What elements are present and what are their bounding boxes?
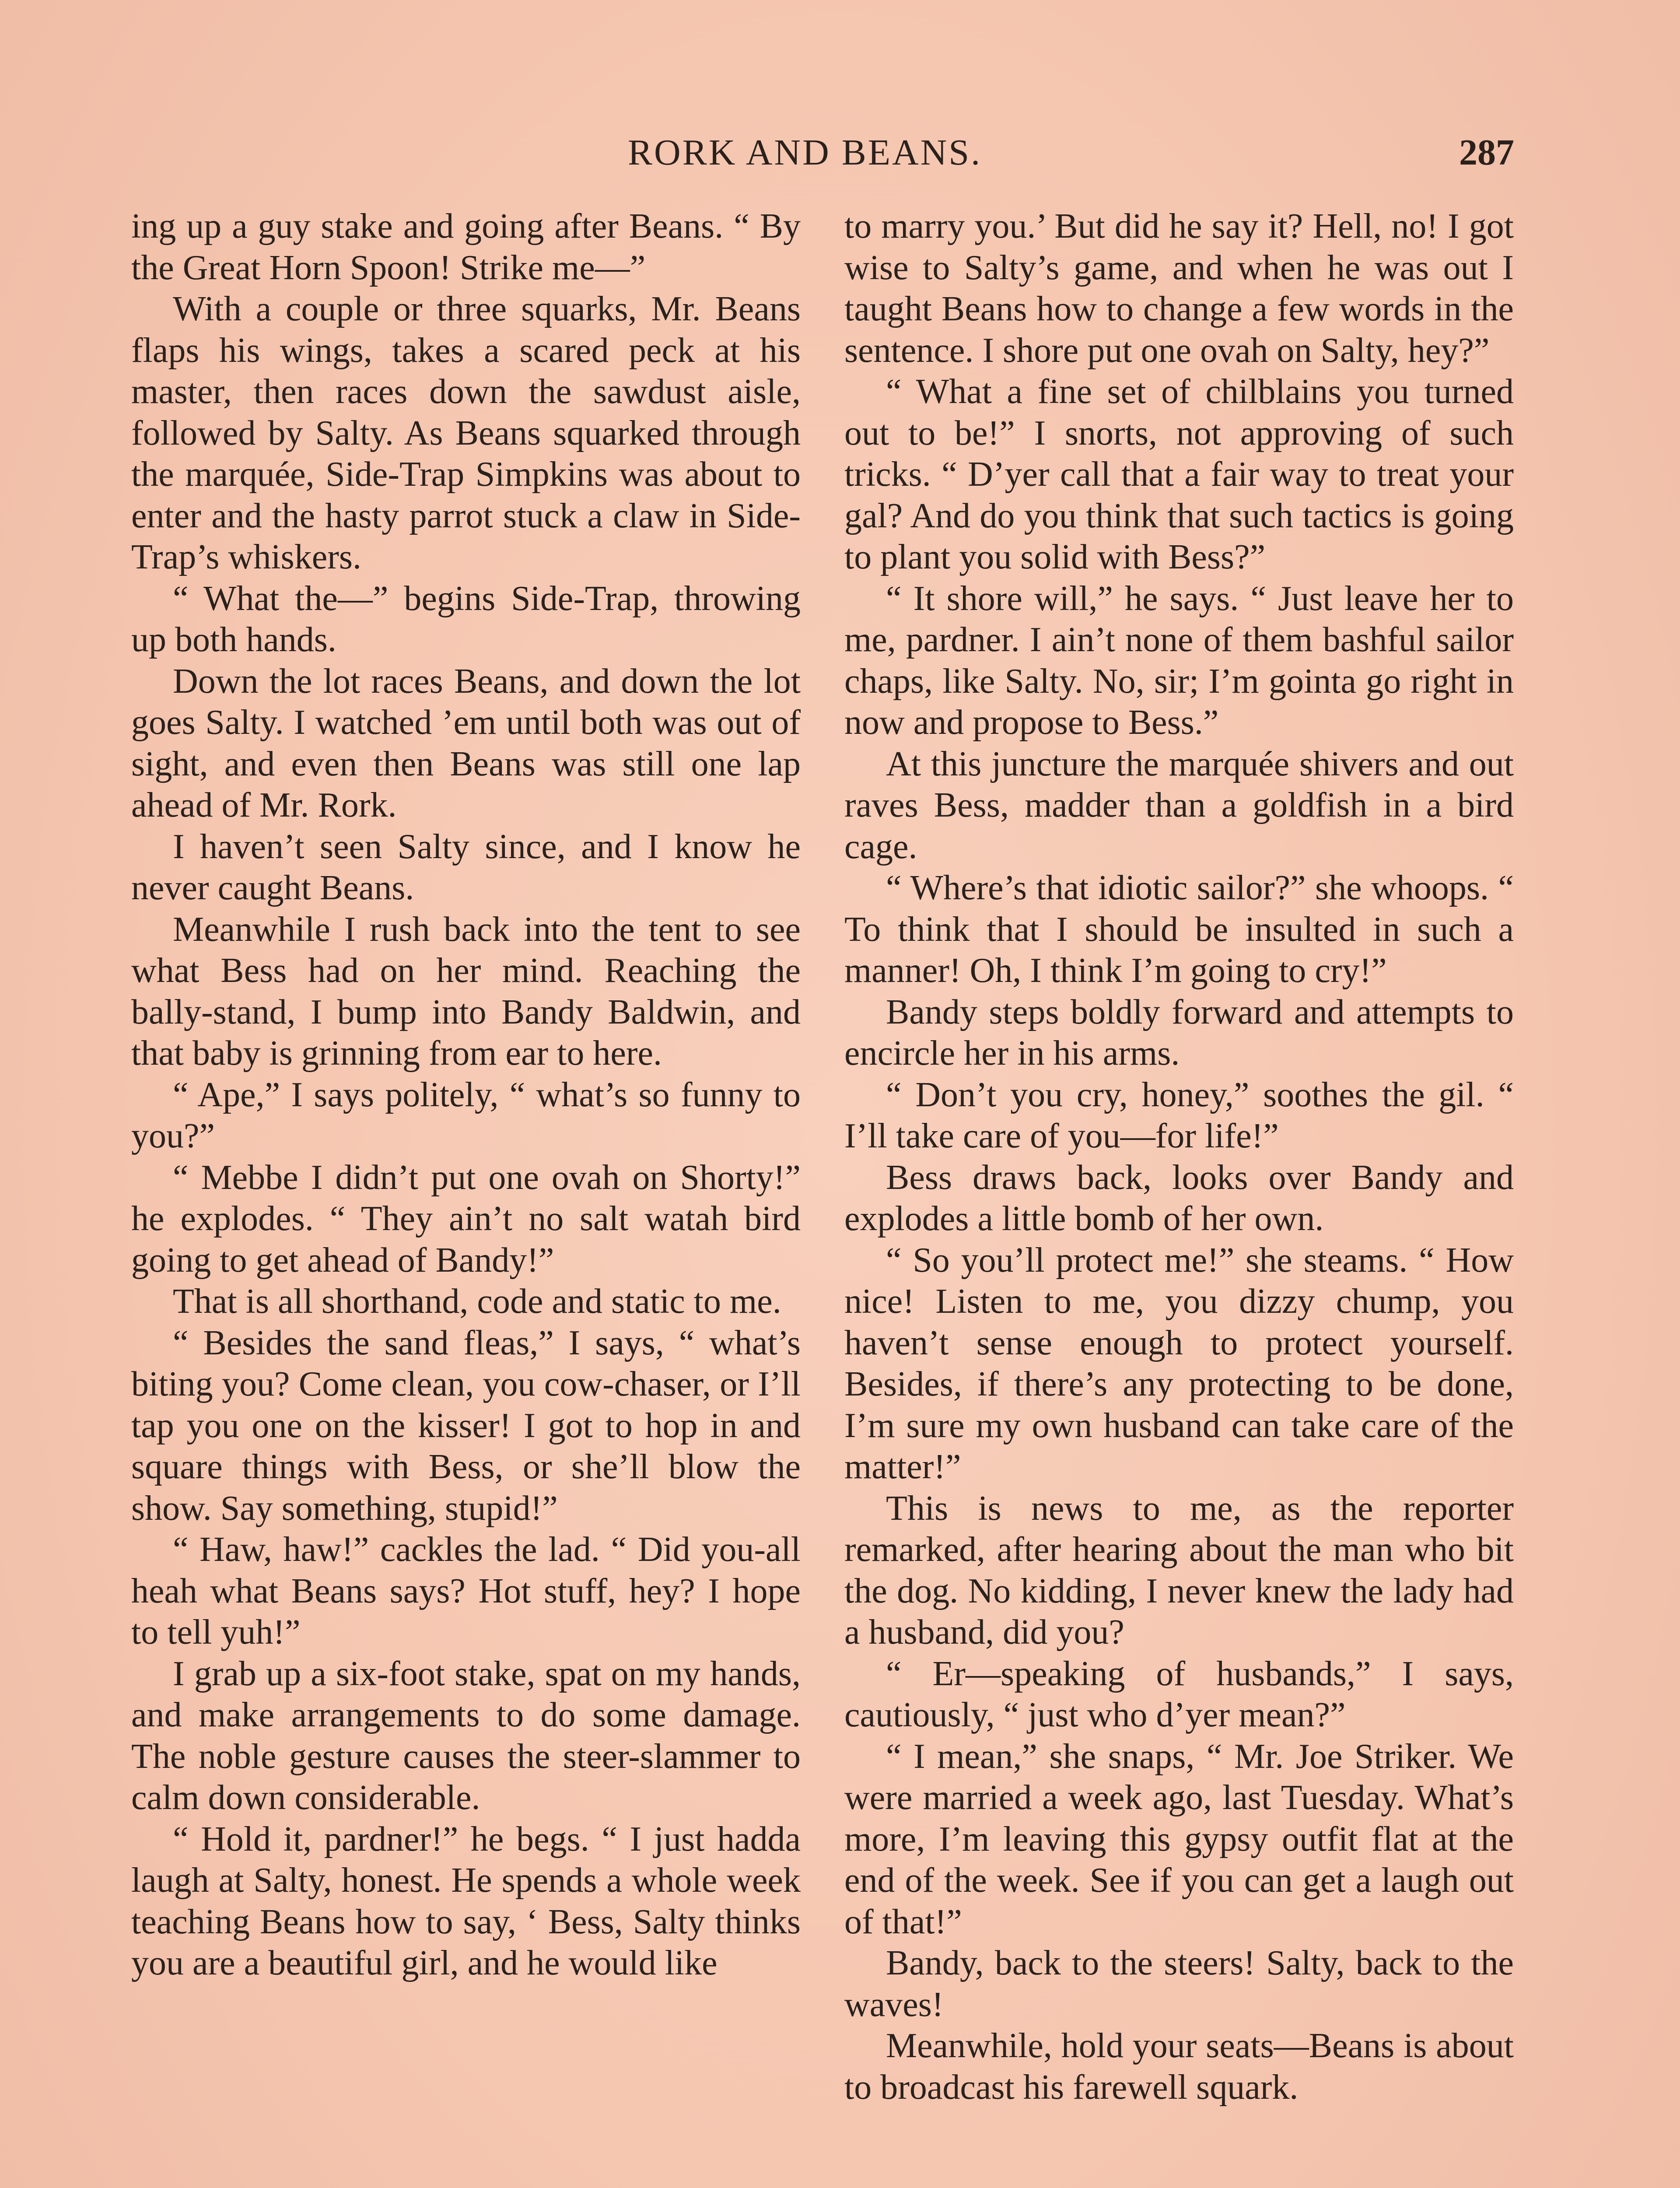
paragraph: “ Ape,” I says politely, “ what’s so funny to you?” bbox=[131, 1075, 801, 1155]
paragraph: I grab up a six-foot stake, spat on my hands, and make arrangements to do some damage. The noble gesture causes the steer-slammer to calm down considerable. bbox=[131, 1654, 801, 1817]
paragraph: “ It shore will,” he says. “ Just leave her to me, pardner. I ain’t none of them bashful sailor chaps, like Salty. No, sir; I’m gointa go right in now and propose to Bess.” bbox=[844, 579, 1514, 742]
paragraph: Bess draws back, looks over Bandy and explodes a little bomb of her own. bbox=[844, 1158, 1514, 1238]
paragraph: At this juncture the marquée shivers and out raves Bess, madder than a goldfish in a bird cage. bbox=[844, 744, 1514, 866]
paragraph: “ Er—speaking of husbands,” I says, cautiously, “ just who d’yer mean?” bbox=[844, 1654, 1514, 1734]
paragraph: Down the lot races Beans, and down the lot goes Salty. I watched ’em until both was out of sight, and even then Beans was still one lap ahead of Mr. Rork. bbox=[131, 662, 801, 824]
paragraph: “ What a fine set of chilblains you turned out to be!” I snorts, not approving of such tricks. “ D’yer call that a fair way to treat your gal? And do you think that such tactics is going to plant you solid with Bess?” bbox=[844, 372, 1514, 576]
paragraph: Meanwhile, hold your seats—Beans is about to broadcast his farewell squark. bbox=[844, 2027, 1514, 2107]
paragraph: I haven’t seen Salty since, and I know he never caught Beans. bbox=[131, 827, 801, 907]
paragraph: “ Mebbe I didn’t put one ovah on Shorty!” he explodes. “ They ain’t no salt watah bird going to get ahead of Bandy!” bbox=[131, 1158, 801, 1280]
paragraph: With a couple or three squarks, Mr. Beans flaps his wings, takes a scared peck at his master, then races down the sawdust aisle, followed by Salty. As Beans squarked through the marquée, Side-Trap Simpkins was about to enter and the hasty parrot stuck a claw in Side-Trap’s whiskers. bbox=[131, 290, 801, 576]
paragraph: This is news to me, as the reporter remarked, after hearing about the man who bit the dog. No kidding, I never knew the lady had a husband, did you? bbox=[844, 1489, 1514, 1652]
paragraph: “ Hold it, pardner!” he begs. “ I just hadda laugh at Salty, honest. He spends a whole week teaching Beans how to say, ‘ Bess, Salty thinks you are a beautiful girl, and he would like bbox=[131, 1820, 801, 1982]
paragraph: “ Besides the sand fleas,” I says, “ what’s biting you? Come clean, you cow-chaser, or I’ll tap you one on the kisser! I got to hop in and square things with Bess, or she’ll blow the show. Say something, stupid!” bbox=[131, 1323, 801, 1528]
right-text-column bbox=[844, 206, 1514, 2108]
left-text-column bbox=[131, 206, 801, 1984]
paragraph: “ So you’ll protect me!” she steams. “ How nice! Listen to me, you dizzy chump, you haven’t sense enough to protect yourself. Besides, if there’s any protecting to be done, I’m sure my own husband can take care of the matter!” bbox=[844, 1241, 1514, 1486]
paragraph: “ Where’s that idiotic sailor?” she whoops. “ To think that I should be insulted in such a manner! Oh, I think I’m going to cry!” bbox=[844, 869, 1514, 990]
paragraph: Bandy, back to the steers! Salty, back to the waves! bbox=[844, 1944, 1514, 2024]
paragraph: Meanwhile I rush back into the tent to see what Bess had on her mind. Reaching the bally-stand, I bump into Bandy Baldwin, and that baby is grinning from ear to here. bbox=[131, 910, 801, 1073]
paragraph: “ Haw, haw!” cackles the lad. “ Did you-all heah what Beans says? Hot stuff, hey? I hope to tell yuh!” bbox=[131, 1530, 801, 1652]
paragraph: to marry you.’ But did he say it? Hell, no! I got wise to Salty’s game, and when he was out I taught Beans how to change a few words in the sentence. I shore put one ovah on Salty, hey?” bbox=[844, 207, 1514, 370]
paragraph: “ I mean,” she snaps, “ Mr. Joe Striker. We were married a week ago, last Tuesday. What’s more, I’m leaving this gypsy outfit flat at the end of the week. See if you can get a laugh out of that!” bbox=[844, 1737, 1514, 1941]
paragraph: Bandy steps boldly forward and attempts to encircle her in his arms. bbox=[844, 992, 1514, 1073]
paragraph: ing up a guy stake and going after Beans. “ By the Great Horn Spoon! Strike me—” bbox=[131, 207, 801, 287]
paragraph: “ What the—” begins Side-Trap, throwing up both hands. bbox=[131, 579, 801, 659]
page-number: 287 bbox=[1459, 132, 1514, 173]
paragraph: “ Don’t you cry, honey,” soothes the gil. “ I’ll take care of you—for life!” bbox=[844, 1075, 1514, 1155]
running-title: RORK AND BEANS. bbox=[628, 132, 982, 173]
paragraph: That is all shorthand, code and static to me. bbox=[173, 1282, 781, 1321]
